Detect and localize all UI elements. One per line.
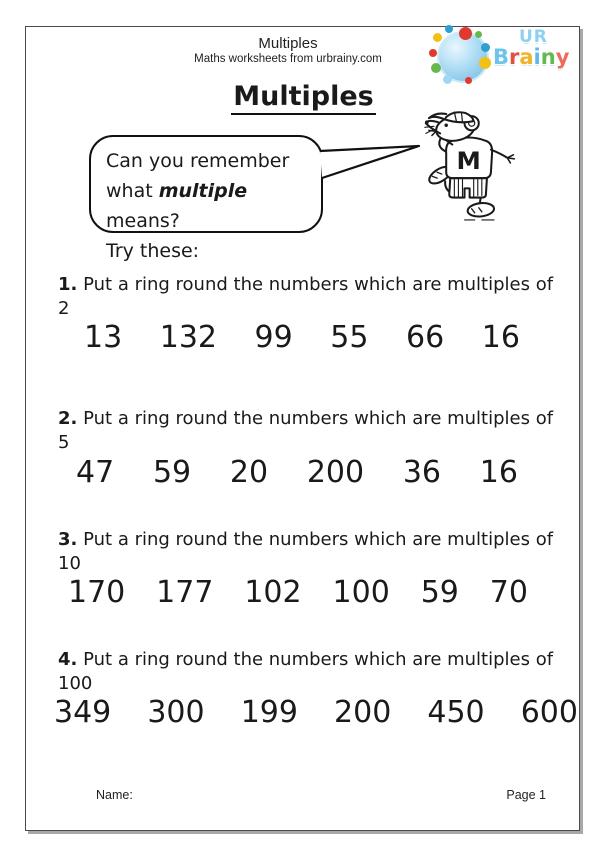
logo-brainy-text [493,47,569,68]
bubble-line-1: Can you remember [106,150,290,172]
question-2-text [58,407,568,455]
logo-letter: i [533,45,541,69]
question-4-numbers [54,696,578,730]
number-value: 99 [254,320,293,355]
number-value: 450 [427,695,485,730]
logo-letter: r [509,45,520,69]
question-1-text [58,273,568,321]
number-value: 349 [54,695,112,730]
logo-dot-green2-icon [431,63,441,73]
mascot-shirt-letter: M [456,146,481,176]
number-value: 47 [76,455,115,490]
globe-icon [439,33,487,81]
question-1-numbers [84,321,520,355]
name-label: Name: [96,788,133,802]
speech-bubble [89,135,323,262]
page-number-label: Page 1 [506,788,546,802]
number-value: 59 [420,575,459,610]
logo-dot-blue2-icon [445,25,453,33]
logo-dot-red-icon [459,27,472,40]
bubble-keyword: multiple [158,180,248,202]
bubble-line-3: Try these: [106,240,200,262]
logo-dot-yellow2-icon [433,33,442,42]
question-body: Put a ring round the numbers which are multiples of 100 [58,649,554,694]
urbrainy-logo [431,27,570,87]
question-3-numbers [68,576,528,610]
logo-dot-yellow-icon [479,57,491,69]
question-number: 1. [58,274,78,295]
question-number: 4. [58,649,78,670]
number-value: 70 [489,575,528,610]
number-value: 16 [479,455,518,490]
worksheet-page [25,26,580,831]
number-value: 200 [334,695,392,730]
number-value: 199 [240,695,298,730]
bubble-text: means? [106,210,180,232]
question-4-text [58,648,568,696]
number-value: 16 [481,320,520,355]
number-value: 55 [330,320,369,355]
logo-letter: a [519,45,534,69]
number-value: 132 [159,320,217,355]
logo-ur-text: UR [519,27,548,47]
number-value: 66 [406,320,445,355]
number-value: 102 [244,575,302,610]
number-value: 13 [84,320,123,355]
question-3-text [58,528,568,576]
question-body: Put a ring round the numbers which are multiples of 2 [58,274,554,319]
number-value: 59 [152,455,192,490]
logo-dot-green-icon [475,31,482,38]
number-value: 177 [156,575,214,610]
number-value: 170 [68,575,126,610]
logo-letter: n [540,45,556,69]
number-value: 200 [306,455,365,490]
logo-wordmark [493,29,569,68]
question-2-numbers [76,456,518,490]
number-value: 36 [402,455,442,490]
header-subtitle: Maths worksheets from urbrainy.com [194,53,382,65]
question-body: Put a ring round the numbers which are multiples of 5 [58,408,554,453]
question-number: 3. [58,529,78,550]
logo-letter: B [493,45,510,69]
number-value: 20 [229,455,269,490]
question-body: Put a ring round the numbers which are multiples of 10 [58,529,554,574]
header-title: Multiples [258,35,318,52]
bubble-line-2 [106,176,321,236]
number-value: 300 [147,695,205,730]
logo-dot-blue-icon [481,43,490,52]
number-value: 100 [332,575,390,610]
page-title: Multiples [26,81,581,112]
mouse-mascot-illustration [399,111,527,223]
logo-dot-red2-icon [429,49,437,57]
number-value: 600 [520,695,578,730]
question-number: 2. [58,408,78,429]
logo-letter: y [555,45,570,69]
bubble-text: what [106,180,159,202]
